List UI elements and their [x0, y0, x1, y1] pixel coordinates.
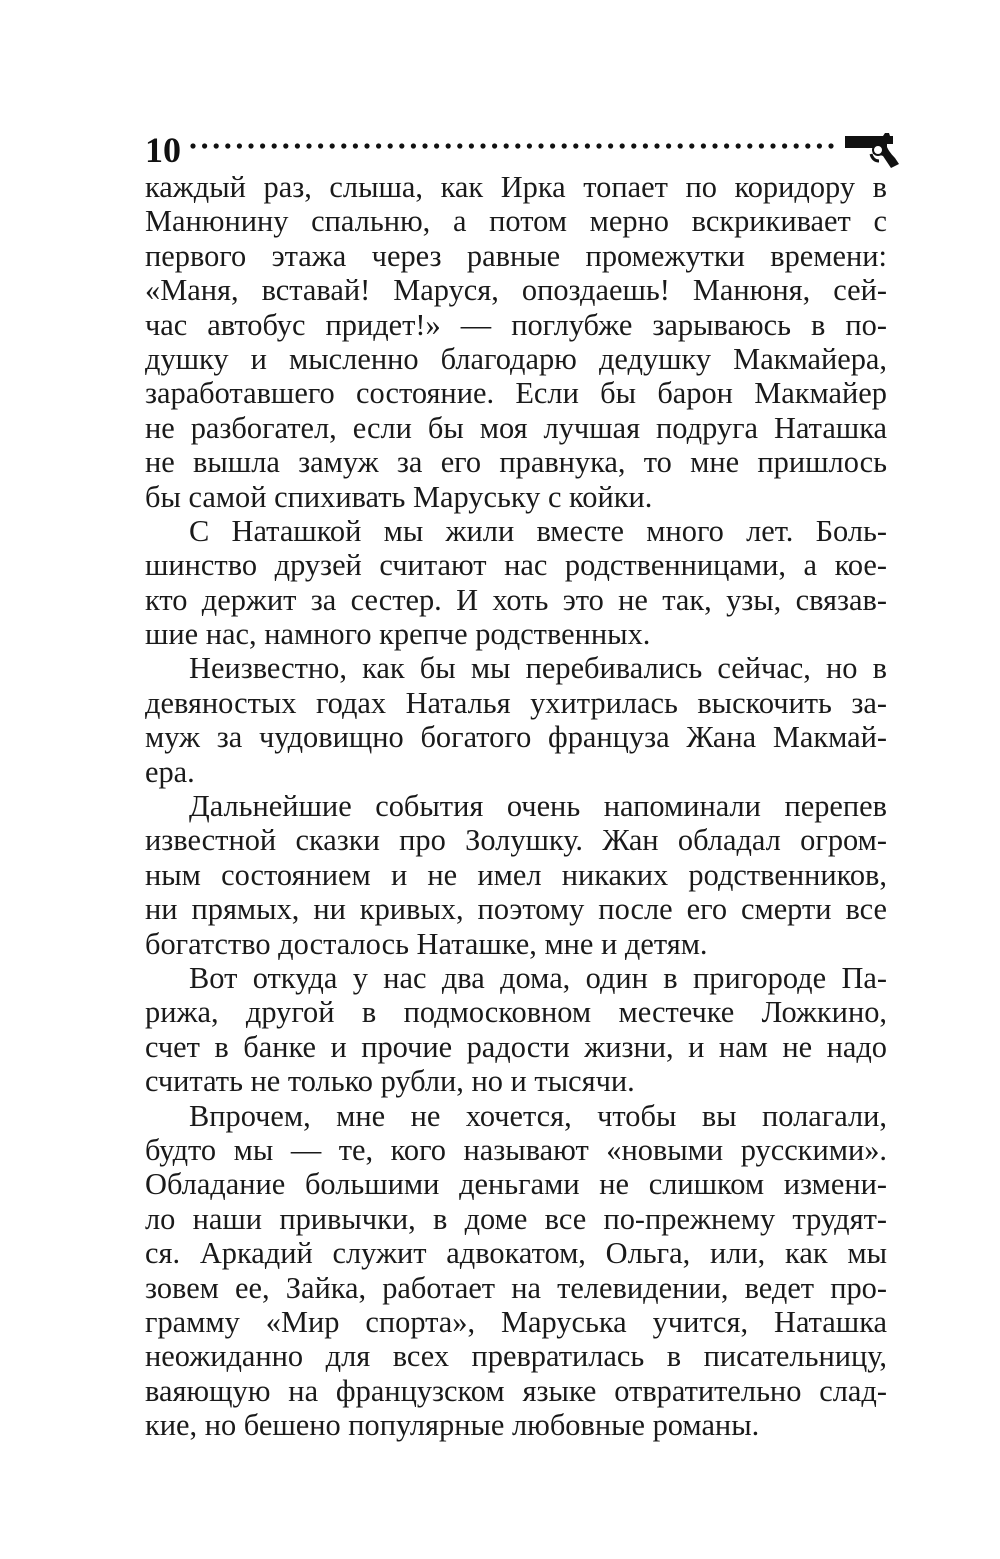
- text-line: Впрочем, мне не хочется, чтобы вы полагали,: [189, 1098, 887, 1133]
- text-line: муж за чудовищно богатого француза Жана Макмай-: [145, 720, 887, 755]
- paragraph: [145, 1099, 887, 1443]
- page-number: 10: [145, 130, 181, 170]
- text-line: ваяющую на французском языке отвратительно слад-: [145, 1373, 887, 1408]
- text-line: ся. Аркадий служит адвокатом, Ольга, или, как мы: [145, 1236, 887, 1271]
- text-line: «Маня, вставай! Маруся, опоздаешь! Манюня, сей-: [145, 273, 887, 308]
- text-line: Неизвестно, как бы мы перебивались сейчас, но в: [189, 651, 887, 686]
- revolver-icon: [843, 128, 903, 170]
- text-line: первого этажа через равные промежутки времени:: [145, 238, 887, 273]
- body-text: [145, 170, 887, 1442]
- text-line: бы самой спихивать Маруську с койки.: [145, 479, 653, 514]
- text-line: не разбогател, если бы моя лучшая подруга Наташка: [145, 410, 887, 445]
- text-line: кто держит за сестер. И хоть это не так, узы, связав-: [145, 582, 887, 617]
- text-line: грамму «Мир спорта», Маруська учится, Наташка: [145, 1304, 887, 1339]
- paragraph: [145, 961, 887, 1099]
- text-line: не вышла замуж за его правнука, то мне пришлось: [145, 445, 887, 480]
- text-line: Манюнину спальню, а потом мерно вскрикивает с: [145, 204, 887, 239]
- text-line: Вот откуда у нас два дома, один в пригороде Па-: [189, 960, 887, 995]
- text-line: Дальнейшие события очень напоминали перепев: [189, 789, 887, 824]
- text-line: ни прямых, ни кривых, поэтому после его смерти все: [145, 892, 887, 927]
- paragraph: [145, 651, 887, 789]
- text-line: ло наши привычки, в доме все по-прежнему трудят-: [145, 1201, 887, 1236]
- text-line: рижа, другой в подмосковном местечке Ложкино,: [145, 995, 887, 1030]
- text-line: будто мы — те, кого называют «новыми русскими».: [145, 1132, 887, 1167]
- text-line: зовем ее, Зайка, работает на телевидении, ведет про-: [145, 1270, 887, 1305]
- paragraph: [145, 789, 887, 961]
- text-line: С Наташкой мы жили вместе много лет. Боль-: [189, 513, 887, 548]
- text-line: ера.: [145, 754, 195, 789]
- text-line: известной сказки про Золушку. Жан обладал огром-: [145, 823, 887, 858]
- text-line: считать не только рубли, но и тысячи.: [145, 1064, 635, 1099]
- text-line: заработавшего состояние. Если бы барон Макмайер: [145, 376, 887, 411]
- text-line: девяностых годах Наталья ухитрилась выскочить за-: [145, 685, 887, 720]
- running-header: [145, 126, 905, 172]
- text-line: ным состоянием и не имел никаких родственников,: [145, 857, 887, 892]
- paragraph: [145, 170, 887, 514]
- text-line: каждый раз, слыша, как Ирка топает по коридору в: [145, 170, 887, 204]
- text-line: шинство друзей считают нас родственницами, а кое-: [145, 548, 887, 583]
- text-line: Обладание большими деньгами не слишком измени-: [145, 1167, 887, 1202]
- text-line: богатство досталось Наташке, мне и детям.: [145, 926, 708, 961]
- dotted-rule: [189, 140, 839, 152]
- paragraph: [145, 514, 887, 652]
- text-line: душку и мысленно благодарю дедушку Макмайера,: [145, 341, 887, 376]
- text-line: счет в банке и прочие радости жизни, и нам не надо: [145, 1029, 887, 1064]
- text-line: шие нас, намного крепче родственных.: [145, 617, 651, 652]
- text-line: неожиданно для всех превратилась в писательницу,: [145, 1339, 887, 1374]
- text-line: час автобус придет!» — поглубже зарываюсь в по-: [145, 307, 887, 342]
- text-line: кие, но бешено популярные любовные романы.: [145, 1408, 760, 1443]
